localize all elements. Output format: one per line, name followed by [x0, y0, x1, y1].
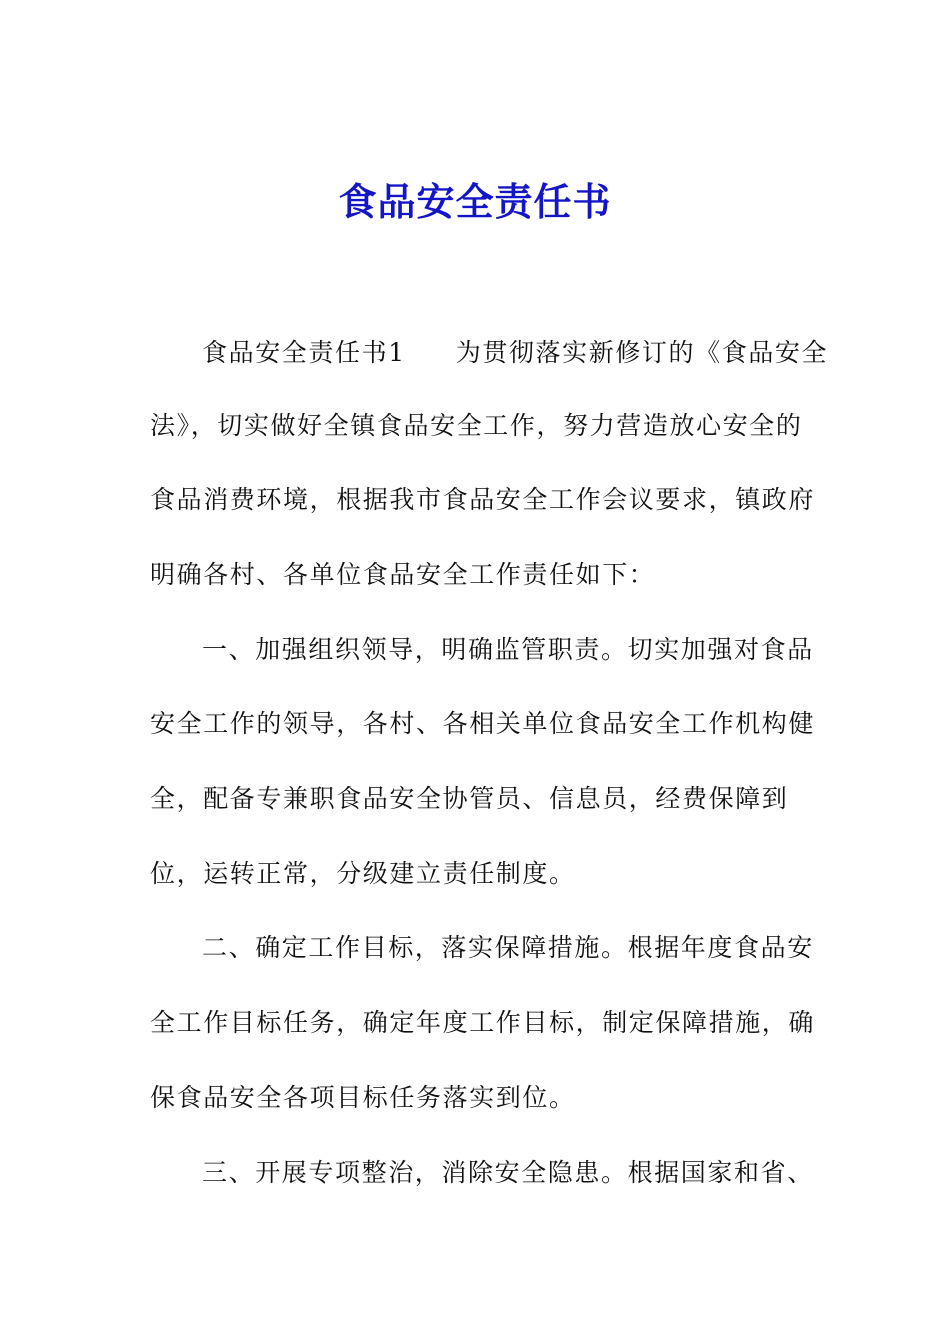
section-3-line-1: 三、开展专项整治，消除安全隐患。根据国家和省、 — [202, 1158, 814, 1187]
intro-line-1 — [202, 336, 828, 370]
section-1-line-2: 安全工作的领导，各村、各相关单位食品安全工作机构健 — [150, 709, 816, 738]
section-2-line-1: 二、确定工作目标，落实保障措施。根据年度食品安 — [202, 933, 814, 962]
section-1-line-3: 全，配备专兼职食品安全协管员、信息员，经费保障到 — [150, 784, 789, 813]
intro-heading: 食品安全责任书1 — [202, 338, 406, 367]
section-2-line-2: 全工作目标任务，确定年度工作目标，制定保障措施，确 — [150, 1008, 816, 1037]
section-1-line-4: 位，运转正常，分级建立责任制度。 — [150, 859, 576, 888]
intro-line-2: 法》，切实做好全镇食品安全工作，努力营造放心安全的 — [150, 411, 803, 440]
intro-line-1-text: 为贯彻落实新修订的《食品安全 — [455, 338, 829, 367]
document-title: 食品安全责任书 — [338, 179, 612, 224]
intro-line-3: 食品消费环境，根据我市食品安全工作会议要求，镇政府 — [150, 485, 816, 514]
intro-line-4: 明确各村、各单位食品安全工作责任如下： — [150, 560, 656, 589]
section-2-line-3: 保食品安全各项目标任务落实到位。 — [150, 1083, 576, 1112]
section-1-line-1: 一、加强组织领导，明确监管职责。切实加强对食品 — [202, 635, 814, 664]
